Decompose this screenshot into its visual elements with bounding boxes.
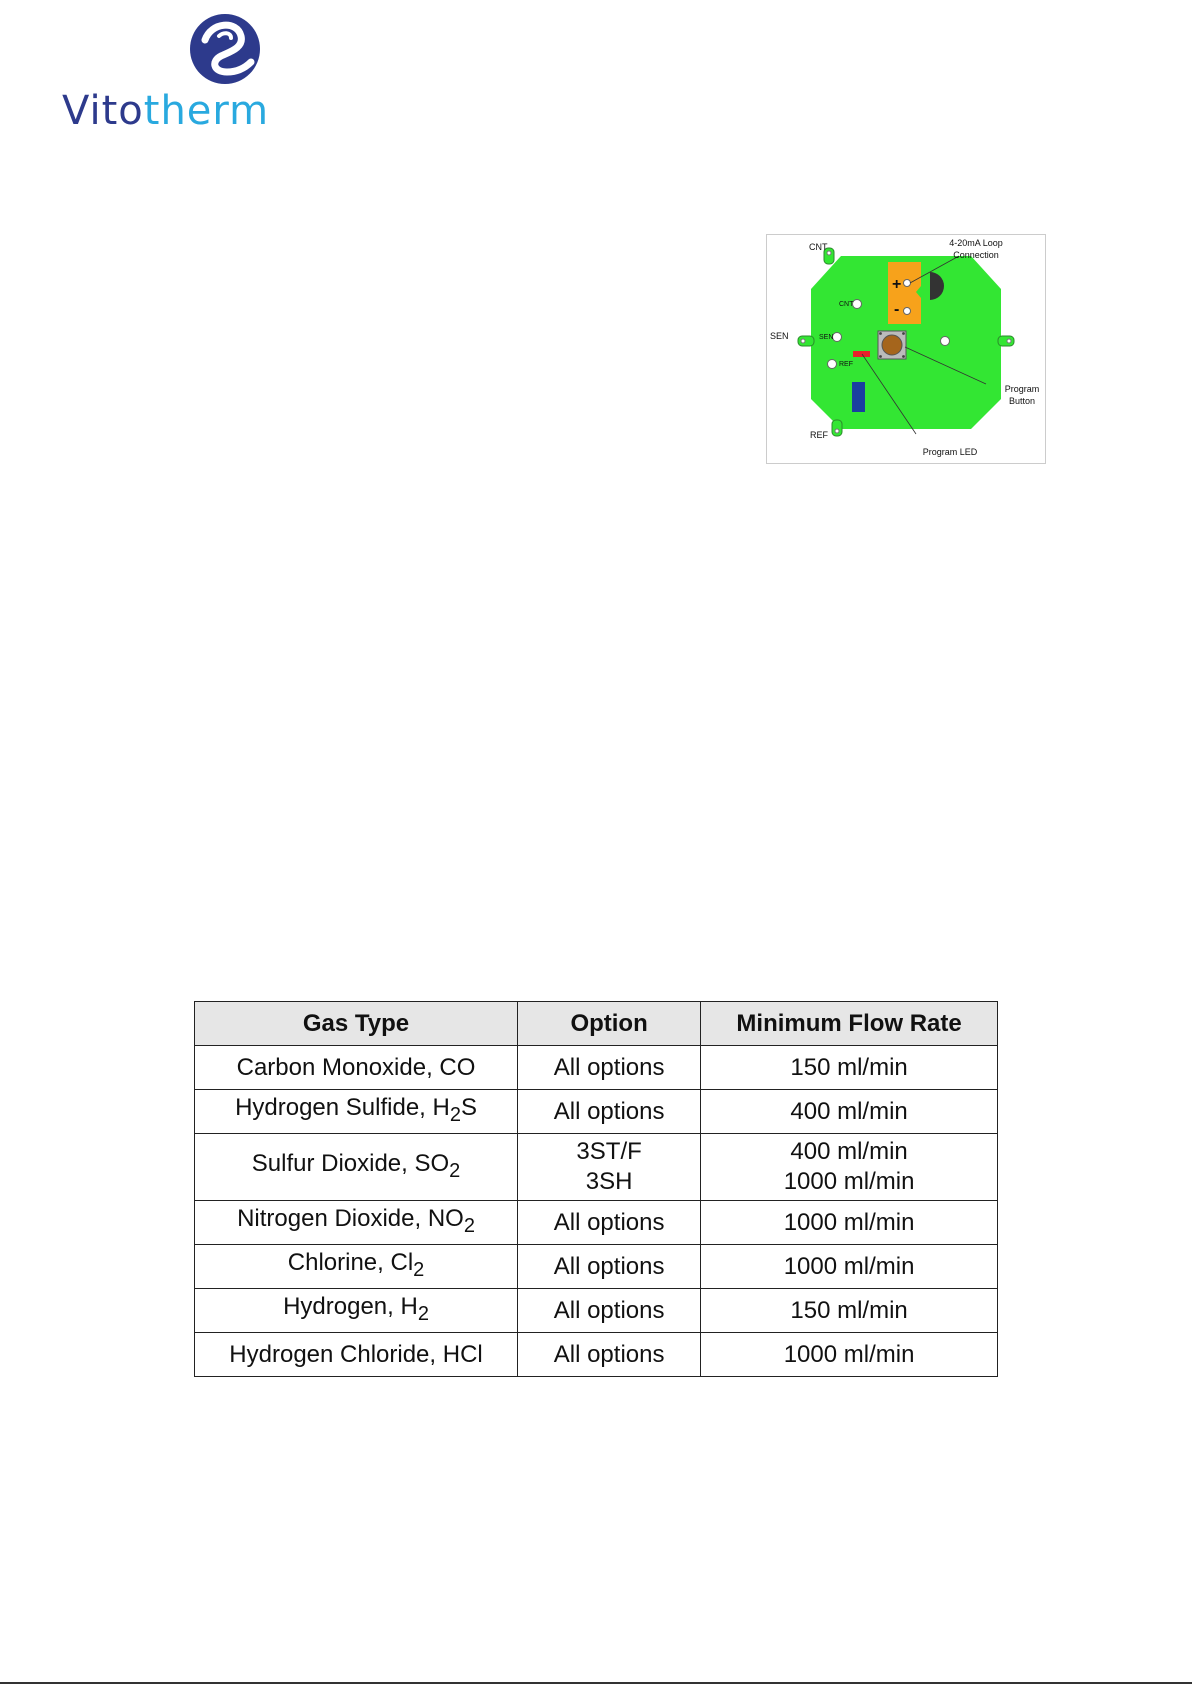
rate-cell: 400 ml/min 1000 ml/min [701, 1134, 998, 1201]
rate-cell: 150 ml/min [701, 1046, 998, 1090]
gas-cell: Nitrogen Dioxide, $NO_2$ [195, 1201, 518, 1245]
option-cell: All options [518, 1333, 701, 1377]
loop-label-line2: Connection [953, 250, 999, 260]
rate-cell: 150 ml/min [701, 1289, 998, 1333]
table-header-row [195, 1002, 998, 1046]
button-label-line2: Button [1008, 396, 1036, 406]
rate-cell: 1000 ml/min [701, 1333, 998, 1377]
header-min-flow-rate: Minimum Flow Rate [701, 1002, 998, 1046]
logo-word-vito: Vito [62, 88, 144, 134]
option-cell: All options [518, 1046, 701, 1090]
sen-outer-label: SEN [770, 331, 789, 341]
ref-inner-label: REF [839, 361, 853, 368]
table-row [195, 1245, 998, 1289]
gas-cell: Hydrogen Chloride, HCl [195, 1333, 518, 1377]
rate-cell: 1000 ml/min [701, 1245, 998, 1289]
logo-mark-icon [189, 10, 261, 88]
pcb-diagram [766, 234, 1046, 464]
cnt-inner-label: CNT [839, 301, 854, 308]
program-led [853, 351, 870, 357]
button-label-line1: Program [1004, 384, 1040, 394]
led-label: Program LED [922, 447, 978, 457]
sen-inner-label: SEN [819, 334, 834, 341]
program-button [878, 331, 906, 359]
table-row [195, 1134, 998, 1201]
gas-cell: Sulfur Dioxide, $SO_2$ [195, 1134, 518, 1201]
vitotherm-logo [62, 10, 272, 134]
option-cell: All options [518, 1201, 701, 1245]
loop-label-line1: 4-20mA Loop [949, 238, 1003, 248]
table-row [195, 1289, 998, 1333]
gas-cell: Carbon Monoxide, CO [195, 1046, 518, 1090]
option-cell: All options [518, 1245, 701, 1289]
table-row [195, 1090, 998, 1134]
gas-cell: Hydrogen Sulfide, $H_2S$ [195, 1090, 518, 1134]
rate-cell: 1000 ml/min [701, 1201, 998, 1245]
table-row [195, 1046, 998, 1090]
option-cell: 3ST/F 3SH [518, 1134, 701, 1201]
option-cell: All options [518, 1090, 701, 1134]
plus-label: + [892, 276, 902, 293]
flow-rate-table [194, 1001, 998, 1377]
ref-outer-label: REF [810, 430, 828, 440]
minus-label: - [894, 301, 900, 318]
logo-wordmark [62, 88, 269, 134]
table-row [195, 1201, 998, 1245]
rate-cell: 400 ml/min [701, 1090, 998, 1134]
gas-cell: Chlorine, $Cl_2$ [195, 1245, 518, 1289]
logo-word-therm: therm [143, 88, 270, 134]
cnt-outer-label: CNT [809, 242, 828, 252]
loop-terminal [888, 262, 921, 324]
header-gas-type: Gas Type [195, 1002, 518, 1046]
footer-divider [0, 1682, 1192, 1684]
header-option: Option [518, 1002, 701, 1046]
blue-component [852, 382, 865, 412]
gas-cell: Hydrogen, $H_2$ [195, 1289, 518, 1333]
option-cell: All options [518, 1289, 701, 1333]
table-row [195, 1333, 998, 1377]
